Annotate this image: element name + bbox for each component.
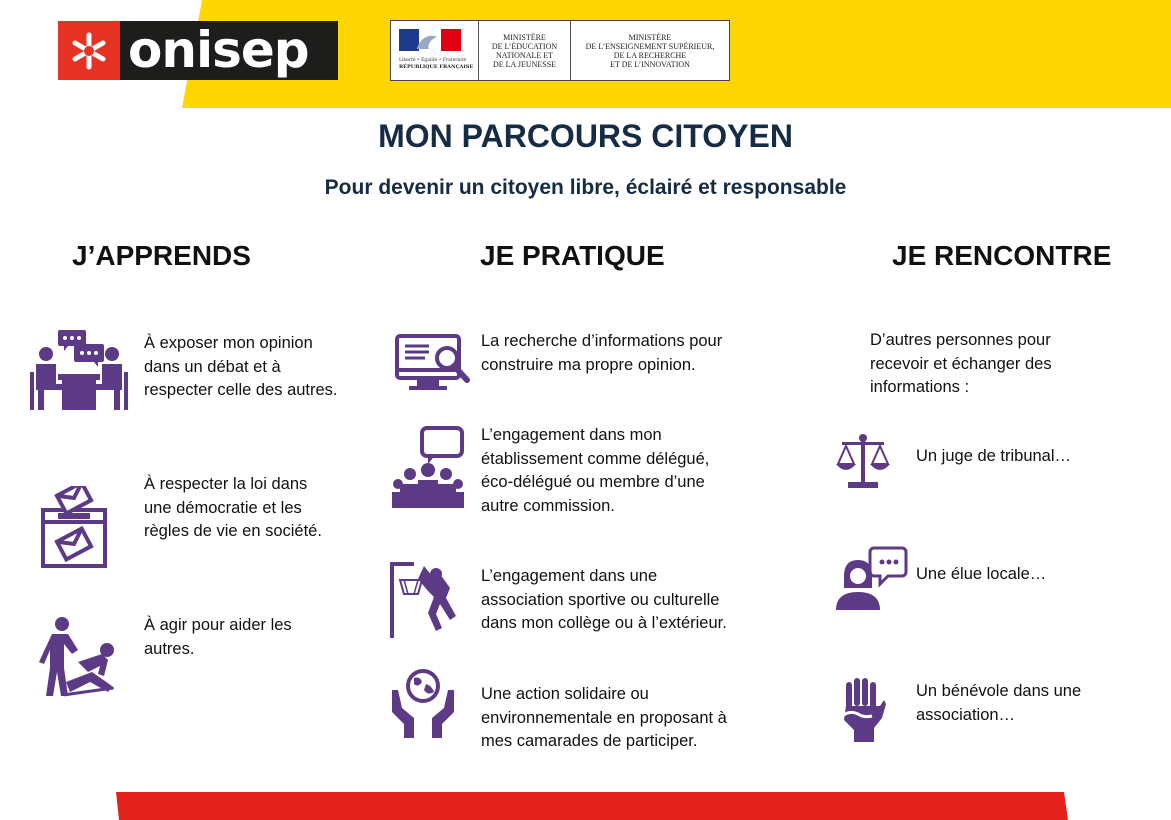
hands-globe-icon [388, 668, 458, 740]
japprends-item-2: À respecter la loi dans une démocratie et les règles de vie en société. [144, 475, 322, 540]
japprends-item-1: À exposer mon opinion dans un débat et à respecter celle des autres. [144, 334, 338, 399]
je-pratique-item-4: Une action solidaire ou environnementale en proposant à mes camarades de participer. [481, 685, 727, 750]
je-rencontre-intro: D’autres personnes pour recevoir et échanger des informations : [870, 331, 1052, 396]
group-speech-icon [392, 426, 466, 510]
onisep-wordmark: onisep [120, 21, 338, 80]
ministry-logo-block [390, 20, 730, 81]
basketball-icon [388, 560, 470, 640]
ministry-higher-education: MINISTÈRE DE L’ENSEIGNEMENT SUPÉRIEUR, DE LA RECHERCHE ET DE L’INNOVATION [585, 32, 715, 69]
je-pratique-item-1: La recherche d’informations pour construire ma propre opinion. [481, 332, 723, 374]
onisep-logo[interactable] [58, 21, 338, 80]
japprends-item-3: À agir pour aider les autres. [144, 616, 292, 658]
ministry-education: MINISTÈRE DE L’ÉDUCATION NATIONALE ET DE LA JEUNESSE [479, 21, 571, 80]
page-title: MON PARCOURS CITOYEN [378, 118, 793, 154]
onisep-star-icon [58, 21, 120, 80]
elected-woman-icon [836, 546, 908, 612]
je-rencontre-item-1: Un juge de tribunal… [916, 447, 1072, 465]
je-rencontre-item-3: Un bénévole dans une association… [916, 682, 1082, 724]
je-rencontre-item-2: Une élue locale… [916, 565, 1047, 583]
helping-person-icon [38, 616, 118, 698]
page-subtitle: Pour devenir un citoyen libre, éclairé et responsable [324, 176, 847, 199]
research-monitor-icon [395, 334, 471, 394]
republique-francaise-logo: Liberté • Égalité • Fraternité RÉPUBLIQUE FRANÇAISE [391, 21, 479, 80]
ballot-box-icon [40, 486, 108, 570]
red-footer-band [0, 790, 1171, 820]
marianne-flag-icon [399, 29, 461, 51]
je-pratique-item-3: L’engagement dans une association sportive ou culturelle dans mon collège ou à l’extérieur. [481, 567, 727, 632]
justice-scale-icon [836, 434, 890, 490]
heading-je-rencontre: JE RENCONTRE [892, 240, 1112, 271]
je-pratique-item-2: L’engagement dans mon établissement comme délégué, éco-délégué ou membre d’une autre commission. [481, 426, 710, 515]
heading-je-pratique: JE PRATIQUE [480, 240, 665, 271]
heading-japprends: J’APPRENDS [72, 240, 251, 271]
debate-icon [28, 328, 130, 412]
volunteer-hand-icon [838, 676, 886, 744]
